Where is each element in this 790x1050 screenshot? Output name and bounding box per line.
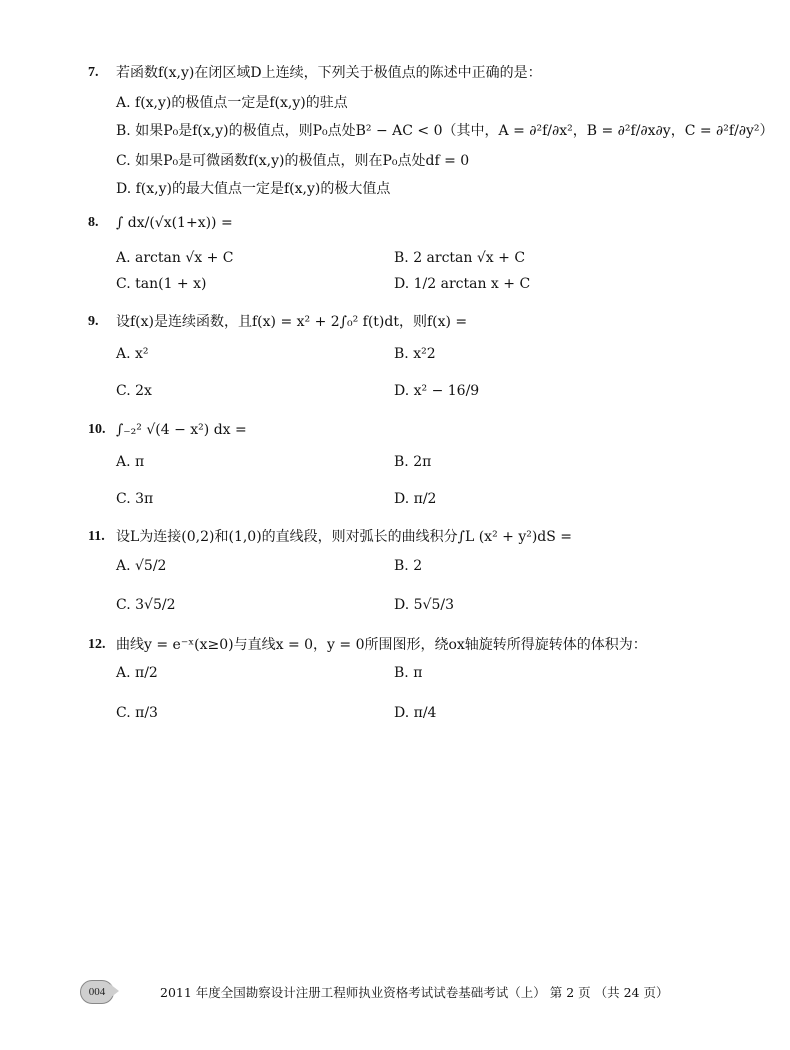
- footer-text: 2011 年度全国勘察设计注册工程师执业资格考试试卷基础考试（上） 第 2 页 （共 24 页）: [160, 985, 669, 1000]
- question-number: 8.: [88, 215, 99, 230]
- option-c: C. 2x: [116, 383, 152, 399]
- option-c: C. 3π: [116, 491, 154, 507]
- option-a: A. f(x,y)的极值点一定是f(x,y)的驻点: [116, 95, 348, 111]
- question-stem: ∫ dx/(√x(1+x)) =: [116, 215, 233, 231]
- option-a: A. √5/2: [116, 558, 167, 574]
- option-b: B. 2: [394, 558, 423, 574]
- option-a: A. x²: [116, 346, 149, 362]
- option-d: D. f(x,y)的最大值点一定是f(x,y)的极大值点: [116, 181, 391, 197]
- page-number-badge: 004: [80, 980, 114, 1004]
- page-footer: [80, 980, 720, 1006]
- option-c: C. tan(1 + x): [116, 276, 207, 292]
- option-c: C. 3√5/2: [116, 597, 176, 613]
- question-number: 11.: [88, 529, 105, 544]
- question-number: 12.: [88, 637, 106, 652]
- option-a: A. arctan √x + C: [116, 250, 234, 266]
- option-d: D. 1/2 arctan x + C: [394, 276, 531, 292]
- option-b: B. 2 arctan √x + C: [394, 250, 526, 266]
- option-c: C. π/3: [116, 705, 158, 721]
- option-d: D. π/4: [394, 705, 437, 721]
- option-c: C. 如果P₀是可微函数f(x,y)的极值点，则在P₀点处df = 0: [116, 153, 470, 169]
- option-b: B. π: [394, 665, 423, 681]
- option-a: A. π/2: [116, 665, 158, 681]
- question-number: 10.: [88, 422, 106, 437]
- question-stem: 设f(x)是连续函数，且f(x) = x² + 2∫₀² f(t)dt，则f(x) =: [116, 314, 468, 330]
- question-stem: 设L为连接(0,2)和(1,0)的直线段，则对弧长的曲线积分∫L (x² + y²)dS =: [116, 529, 573, 545]
- question-stem: 若函数f(x,y)在闭区域D上连续，下列关于极值点的陈述中正确的是：: [116, 65, 542, 81]
- option-b: B. 2π: [394, 454, 432, 470]
- option-d: D. x² − 16/9: [394, 383, 480, 399]
- question-number: 7.: [88, 65, 99, 80]
- question-stem: ∫₋₂² √(4 − x²) dx =: [116, 422, 247, 438]
- option-b: B. x²2: [394, 346, 436, 362]
- question-number: 9.: [88, 314, 99, 329]
- option-d: D. 5√5/3: [394, 597, 454, 613]
- badge-arrow-icon: [110, 984, 119, 998]
- option-d: D. π/2: [394, 491, 437, 507]
- question-stem: 曲线y = e⁻ˣ(x≥0)与直线x = 0，y = 0所围图形，绕ox轴旋转所得旋转体的体积为：: [116, 637, 647, 653]
- option-a: A. π: [116, 454, 145, 470]
- option-b: B. 如果P₀是f(x,y)的极值点，则P₀点处B² − AC < 0（其中，A = ∂²f/∂x²，B = ∂²f/∂x∂y，C = ∂²f/∂y²）: [116, 123, 774, 139]
